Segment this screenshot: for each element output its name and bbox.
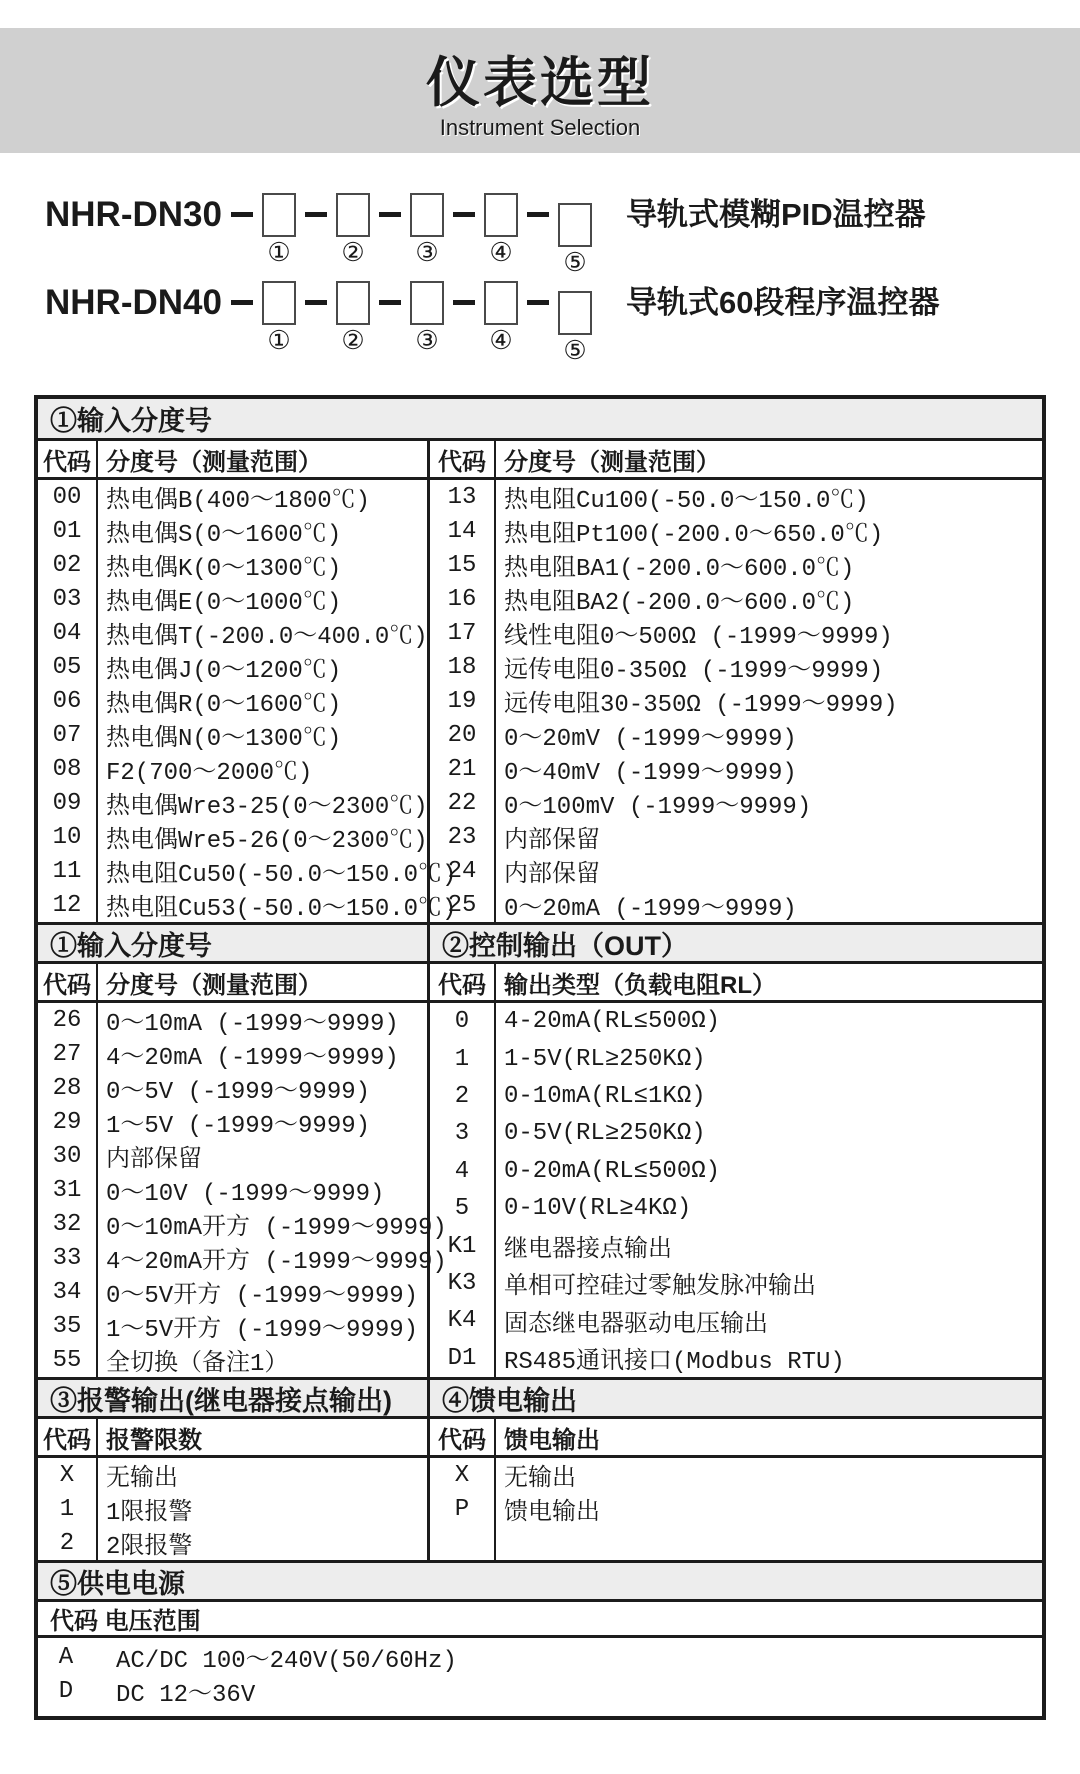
table-row bbox=[38, 752, 427, 786]
slot-number: ① bbox=[267, 325, 291, 355]
code-cell: 55 bbox=[52, 1346, 82, 1374]
option-slot bbox=[484, 193, 518, 265]
code-cell: 5 bbox=[454, 1195, 470, 1223]
range-cell: 0～100mV (-1999～9999) bbox=[504, 794, 812, 821]
table-row bbox=[430, 1265, 1042, 1302]
table-row bbox=[38, 1105, 427, 1139]
alarm-limit-cell: 1限报警 bbox=[106, 1500, 193, 1527]
slot-unit bbox=[379, 281, 444, 353]
code-cell: 20 bbox=[447, 721, 477, 749]
table-row bbox=[38, 786, 427, 820]
code-cell: 31 bbox=[52, 1176, 82, 1204]
section1-title: ①输入分度号 bbox=[50, 406, 212, 436]
dash-separator bbox=[379, 300, 401, 305]
section1-column-headers bbox=[38, 441, 1042, 480]
code-cell: 27 bbox=[52, 1040, 82, 1068]
range-cell: 远传电阻0-350Ω (-1999～9999) bbox=[504, 658, 884, 685]
table-row bbox=[38, 514, 427, 548]
range-cell: 远传电阻30-350Ω (-1999～9999) bbox=[504, 692, 898, 719]
table-row bbox=[430, 1302, 1042, 1339]
section3-title: ③报警输出(继电器接点输出) bbox=[38, 1380, 430, 1416]
table-row bbox=[38, 616, 427, 650]
output-type-cell: 0-10V(RL≥4KΩ) bbox=[504, 1195, 692, 1223]
range-cell: 0～5V (-1999～9999) bbox=[106, 1079, 371, 1106]
option-box bbox=[410, 193, 444, 237]
code-cell: 01 bbox=[52, 517, 82, 545]
range-cell: 0～10mA (-1999～9999) bbox=[106, 1011, 399, 1038]
section1b-title: ①输入分度号 bbox=[38, 925, 430, 961]
table-row bbox=[38, 548, 427, 582]
section5-header-band bbox=[38, 1560, 1042, 1602]
table-row bbox=[430, 616, 1042, 650]
table-row bbox=[430, 820, 1042, 854]
code-cell: 09 bbox=[52, 789, 82, 817]
table-row bbox=[430, 888, 1042, 922]
dash-separator bbox=[527, 212, 549, 217]
section2-data bbox=[38, 1003, 1042, 1377]
option-slot bbox=[336, 281, 370, 353]
voltage-range-cell: AC/DC 100～240V(50/60Hz) bbox=[116, 1648, 457, 1675]
code-cell: 00 bbox=[52, 483, 82, 511]
table-row bbox=[430, 1340, 1042, 1377]
model-row-dn30 bbox=[45, 193, 1080, 277]
section3-rows bbox=[38, 1458, 430, 1560]
model-name: NHR-DN30 bbox=[45, 195, 222, 234]
section2-header-band bbox=[38, 922, 1042, 964]
table-row bbox=[430, 1492, 1042, 1526]
option-slot bbox=[410, 281, 444, 353]
code-cell: 25 bbox=[447, 891, 477, 919]
output-type-cell: 0-5V(RL≥250KΩ) bbox=[504, 1120, 706, 1148]
code-cell: 08 bbox=[52, 755, 82, 783]
table-row bbox=[38, 854, 457, 889]
code-cell: 30 bbox=[52, 1142, 82, 1170]
section3-colhead bbox=[38, 1419, 430, 1455]
alarm-limit-column-header: 报警限数 bbox=[106, 1426, 202, 1454]
option-box bbox=[262, 193, 296, 237]
table-row bbox=[430, 480, 1042, 514]
slot-number: ④ bbox=[489, 237, 513, 267]
range-cell: 热电阻BA1(-200.0～600.0℃) bbox=[504, 556, 855, 583]
code-cell: 04 bbox=[52, 619, 82, 647]
slot-number: ② bbox=[341, 237, 365, 267]
range-cell: 热电偶Wre3-25(0～2300℃) bbox=[106, 794, 428, 821]
code-cell: 22 bbox=[447, 789, 477, 817]
table-row bbox=[430, 514, 1042, 548]
voltage-range-column-header: 代码 电压范围 bbox=[50, 1608, 201, 1635]
table-row bbox=[38, 1343, 427, 1377]
table-row bbox=[430, 752, 1042, 786]
option-box bbox=[484, 193, 518, 237]
table-row bbox=[430, 1003, 1042, 1040]
output-type-cell: 固态继电器驱动电压输出 bbox=[504, 1311, 768, 1339]
code-cell: 28 bbox=[52, 1074, 82, 1102]
section2-left-rows bbox=[38, 1003, 447, 1378]
table-row bbox=[38, 480, 427, 514]
range-column-header: 分度号（测量范围） bbox=[106, 448, 322, 476]
page-banner bbox=[0, 28, 1080, 153]
table-row bbox=[430, 548, 1042, 582]
range-cell: 热电阻Cu53(-50.0～150.0℃) bbox=[106, 896, 457, 923]
code-cell: 35 bbox=[52, 1312, 82, 1340]
option-slot bbox=[558, 203, 592, 275]
range-cell: 内部保留 bbox=[106, 1147, 202, 1174]
table-row bbox=[38, 1458, 427, 1492]
range-cell: 热电偶E(0～1000℃) bbox=[106, 590, 342, 617]
range-cell: 热电偶R(0～1600℃) bbox=[106, 692, 342, 719]
table-row bbox=[430, 684, 1042, 718]
alarm-limit-cell: 无输出 bbox=[106, 1466, 178, 1493]
range-column-header: 分度号（测量范围） bbox=[106, 971, 322, 999]
option-slot bbox=[410, 193, 444, 265]
code-cell: 4 bbox=[454, 1157, 470, 1185]
slot-unit bbox=[305, 281, 370, 353]
code-cell: 2 bbox=[59, 1529, 75, 1557]
code-cell: 05 bbox=[52, 653, 82, 681]
range-cell: 0～10mA开方 (-1999～9999) bbox=[106, 1215, 447, 1242]
table-row bbox=[38, 1526, 427, 1560]
table-row bbox=[38, 820, 427, 854]
code-cell: 0 bbox=[454, 1008, 470, 1036]
selection-table bbox=[34, 395, 1046, 1720]
code-cell: 32 bbox=[52, 1210, 82, 1238]
output-type-cell: 4-20mA(RL≤500Ω) bbox=[504, 1008, 721, 1036]
slot-number: ④ bbox=[489, 325, 513, 355]
output-type-cell: 继电器接点输出 bbox=[504, 1237, 672, 1265]
section1-left-rows bbox=[38, 480, 457, 923]
section5-column-header bbox=[38, 1602, 1042, 1638]
table-row bbox=[430, 1190, 1042, 1227]
range-cell: 1～5V开方 (-1999～9999) bbox=[106, 1317, 419, 1344]
table-row bbox=[38, 650, 427, 684]
dash-separator bbox=[453, 300, 475, 305]
feed-output-column-header: 馈电输出 bbox=[504, 1426, 600, 1454]
table-row bbox=[38, 1037, 427, 1071]
section34-data bbox=[38, 1458, 1042, 1560]
code-cell: 21 bbox=[447, 755, 477, 783]
range-column-header: 分度号（测量范围） bbox=[504, 448, 720, 476]
range-cell: 0～5V开方 (-1999～9999) bbox=[106, 1283, 419, 1310]
range-cell: 内部保留 bbox=[504, 828, 600, 855]
range-cell: 1～5V (-1999～9999) bbox=[106, 1113, 371, 1140]
table-row bbox=[430, 1227, 1042, 1264]
code-cell: 3 bbox=[454, 1120, 470, 1148]
option-slot bbox=[484, 281, 518, 353]
code-cell: 13 bbox=[447, 483, 477, 511]
output-type-cell: RS485通讯接口(Modbus RTU) bbox=[504, 1349, 845, 1377]
option-box bbox=[262, 281, 296, 325]
table-row bbox=[38, 1640, 1042, 1674]
code-cell: 14 bbox=[447, 517, 477, 545]
feed-output-cell: 无输出 bbox=[504, 1466, 576, 1493]
table-row bbox=[38, 1241, 447, 1276]
range-cell: 4～20mA开方 (-1999～9999) bbox=[106, 1249, 447, 1276]
code-cell: 29 bbox=[52, 1108, 82, 1136]
option-box bbox=[410, 281, 444, 325]
section2-left-colhead bbox=[38, 964, 430, 1000]
slot-unit bbox=[453, 193, 518, 265]
model-row-dn40 bbox=[45, 281, 1080, 365]
model-slots bbox=[222, 281, 592, 365]
option-slot bbox=[558, 291, 592, 363]
slot-number: ③ bbox=[415, 325, 439, 355]
range-cell: 热电偶K(0～1300℃) bbox=[106, 556, 342, 583]
model-description: 导轨式60段程序温控器 bbox=[625, 285, 940, 320]
code-cell: 11 bbox=[52, 857, 82, 885]
code-cell: 15 bbox=[447, 551, 477, 579]
table-row bbox=[430, 786, 1042, 820]
slot-number: ⑤ bbox=[563, 335, 587, 365]
range-cell: F2(700～2000℃) bbox=[106, 760, 313, 787]
option-slot bbox=[262, 193, 296, 265]
table-row bbox=[430, 718, 1042, 752]
table-row bbox=[38, 1309, 427, 1343]
range-cell: 热电偶S(0～1600℃) bbox=[106, 522, 342, 549]
model-slots bbox=[222, 193, 592, 277]
option-box bbox=[558, 203, 592, 247]
slot-number: ⑤ bbox=[563, 247, 587, 277]
slot-number: ② bbox=[341, 325, 365, 355]
code-cell: 33 bbox=[52, 1244, 82, 1272]
range-cell: 热电阻Cu100(-50.0～150.0℃) bbox=[504, 488, 869, 515]
code-cell: 03 bbox=[52, 585, 82, 613]
option-box bbox=[558, 291, 592, 335]
range-cell: 热电阻BA2(-200.0～600.0℃) bbox=[504, 590, 855, 617]
slot-unit bbox=[453, 281, 518, 353]
slot-unit bbox=[527, 281, 592, 365]
code-cell: 23 bbox=[447, 823, 477, 851]
option-box bbox=[484, 281, 518, 325]
range-cell: 0～10V (-1999～9999) bbox=[106, 1181, 385, 1208]
range-cell: 内部保留 bbox=[504, 862, 600, 889]
code-cell: K3 bbox=[447, 1269, 477, 1297]
section4-title: ④馈电输出 bbox=[442, 1385, 577, 1416]
option-box bbox=[336, 281, 370, 325]
table-row bbox=[38, 582, 427, 616]
code-cell: 2 bbox=[454, 1082, 470, 1110]
code-cell: 19 bbox=[447, 687, 477, 715]
code-cell: 26 bbox=[52, 1006, 82, 1034]
code-cell: 16 bbox=[447, 585, 477, 613]
section1-left-colhead bbox=[38, 441, 430, 477]
section1-header-band bbox=[38, 399, 1042, 441]
range-cell: 热电偶Wre5-26(0～2300℃) bbox=[106, 828, 428, 855]
slot-number: ③ bbox=[415, 237, 439, 267]
code-cell: D1 bbox=[447, 1344, 477, 1372]
table-row bbox=[38, 1207, 447, 1242]
dash-separator bbox=[453, 212, 475, 217]
output-type-cell: 0-20mA(RL≤500Ω) bbox=[504, 1157, 721, 1185]
table-row bbox=[38, 1173, 427, 1207]
section5-rows bbox=[38, 1638, 1042, 1716]
feed-output-cell: 馈电输出 bbox=[504, 1500, 600, 1527]
table-row bbox=[38, 1674, 1042, 1708]
code-column-header: 代码 bbox=[438, 1426, 486, 1454]
section2-title: ②控制输出（OUT） bbox=[442, 930, 688, 961]
code-cell: K1 bbox=[447, 1232, 477, 1260]
code-cell: 34 bbox=[52, 1278, 82, 1306]
range-cell: 0～40mV (-1999～9999) bbox=[504, 760, 797, 787]
dash-separator bbox=[231, 300, 253, 305]
table-row bbox=[430, 650, 1042, 684]
code-cell: 1 bbox=[59, 1495, 75, 1523]
code-cell: 17 bbox=[447, 619, 477, 647]
table-row bbox=[38, 888, 457, 923]
range-cell: 热电偶N(0～1300℃) bbox=[106, 726, 342, 753]
section2-right-rows bbox=[430, 1003, 1042, 1377]
table-row bbox=[430, 1458, 1042, 1492]
slot-unit bbox=[379, 193, 444, 265]
code-cell: X bbox=[59, 1461, 75, 1489]
table-row bbox=[430, 582, 1042, 616]
dash-separator bbox=[305, 212, 327, 217]
table-row bbox=[430, 1078, 1042, 1115]
code-cell: P bbox=[454, 1495, 470, 1523]
code-cell: 06 bbox=[52, 687, 82, 715]
option-box bbox=[336, 193, 370, 237]
code-column-header: 代码 bbox=[438, 448, 486, 476]
model-code-diagrams bbox=[45, 193, 1080, 365]
model-description: 导轨式模糊PID温控器 bbox=[625, 197, 926, 232]
section34-column-headers bbox=[38, 1419, 1042, 1458]
alarm-limit-cell: 2限报警 bbox=[106, 1534, 193, 1561]
range-cell: 4～20mA (-1999～9999) bbox=[106, 1045, 399, 1072]
section1-right-colhead bbox=[430, 441, 1042, 477]
range-cell: 热电偶J(0～1200℃) bbox=[106, 658, 342, 685]
section5-title: ⑤供电电源 bbox=[50, 1568, 185, 1599]
dash-separator bbox=[527, 300, 549, 305]
slot-unit bbox=[527, 193, 592, 277]
code-column-header: 代码 bbox=[43, 971, 91, 999]
code-cell: 1 bbox=[454, 1045, 470, 1073]
table-row bbox=[38, 1071, 427, 1105]
output-type-cell: 0-10mA(RL≤1KΩ) bbox=[504, 1082, 706, 1110]
table-row bbox=[38, 1275, 427, 1309]
dash-separator bbox=[231, 212, 253, 217]
range-cell: 热电阻Cu50(-50.0～150.0℃) bbox=[106, 862, 457, 889]
section2-column-headers bbox=[38, 964, 1042, 1003]
table-row bbox=[38, 718, 427, 752]
table-row bbox=[38, 1139, 427, 1173]
voltage-range-cell: DC 12～36V bbox=[116, 1682, 256, 1709]
table-row bbox=[38, 1003, 427, 1037]
dash-separator bbox=[305, 300, 327, 305]
range-cell: 热电偶T(-200.0～400.0℃) bbox=[106, 624, 428, 651]
code-cell: 10 bbox=[52, 823, 82, 851]
page-subtitle: Instrument Selection bbox=[439, 115, 641, 140]
model-name: NHR-DN40 bbox=[45, 283, 222, 322]
code-column-header: 代码 bbox=[43, 1426, 91, 1454]
table-row bbox=[430, 1040, 1042, 1077]
section4-rows bbox=[430, 1458, 1042, 1560]
slot-unit bbox=[231, 281, 296, 353]
dash-separator bbox=[379, 212, 401, 217]
code-cell: X bbox=[454, 1461, 470, 1489]
range-cell: 热电偶B(400～1800℃) bbox=[106, 488, 371, 515]
code-cell: A bbox=[58, 1643, 74, 1671]
code-cell: 02 bbox=[52, 551, 82, 579]
slot-unit bbox=[231, 193, 296, 265]
range-cell: 0～20mV (-1999～9999) bbox=[504, 726, 797, 753]
output-type-column-header: 输出类型（负载电阻RL） bbox=[504, 971, 776, 999]
section2-right-colhead bbox=[430, 964, 1042, 1000]
table-row bbox=[38, 684, 427, 718]
option-slot bbox=[262, 281, 296, 353]
table-row bbox=[38, 1492, 427, 1526]
table-row bbox=[430, 1153, 1042, 1190]
section1-data bbox=[38, 480, 1042, 922]
code-column-header: 代码 bbox=[43, 448, 91, 476]
option-slot bbox=[336, 193, 370, 265]
code-cell: 24 bbox=[447, 857, 477, 885]
output-type-cell: 1-5V(RL≥250KΩ) bbox=[504, 1045, 706, 1073]
code-cell: 18 bbox=[447, 653, 477, 681]
range-cell: 0～20mA (-1999～9999) bbox=[504, 896, 797, 923]
section3-header-band bbox=[38, 1377, 1042, 1419]
section4-colhead bbox=[430, 1419, 1042, 1455]
section1-right-rows bbox=[430, 480, 1042, 922]
range-cell: 全切换（备注1） bbox=[106, 1351, 289, 1378]
table-row bbox=[430, 1115, 1042, 1152]
code-cell: 07 bbox=[52, 721, 82, 749]
code-cell: K4 bbox=[447, 1307, 477, 1335]
code-cell: 12 bbox=[52, 891, 82, 919]
code-column-header: 代码 bbox=[438, 971, 486, 999]
code-cell: D bbox=[58, 1677, 74, 1705]
output-type-cell: 单相可控硅过零触发脉冲输出 bbox=[504, 1274, 816, 1302]
range-cell: 热电阻Pt100(-200.0～650.0℃) bbox=[504, 522, 884, 549]
range-cell: 线性电阻0～500Ω (-1999～9999) bbox=[504, 624, 893, 651]
page-title: 仪表选型 bbox=[426, 53, 654, 113]
slot-number: ① bbox=[267, 237, 291, 267]
slot-unit bbox=[305, 193, 370, 265]
table-row bbox=[430, 854, 1042, 888]
